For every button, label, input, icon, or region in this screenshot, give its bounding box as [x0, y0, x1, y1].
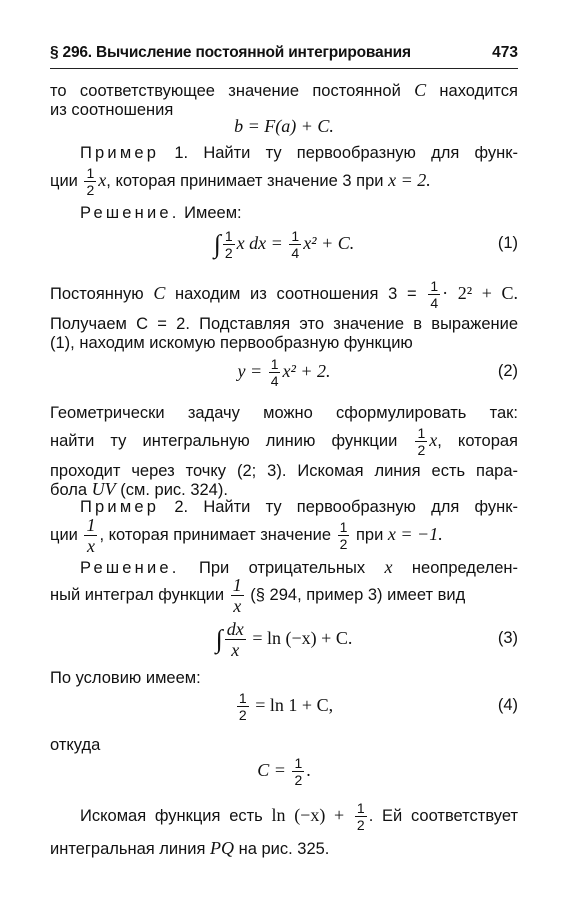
running-header [50, 42, 518, 69]
text-line: ции $\frac{1}{x}$ , которая принимает значение $\frac{1}{2}$ при x = −1. [50, 515, 443, 557]
equation-b: b = F(a) + C. [234, 116, 334, 136]
equation-2: y = $\frac{1}{4}$ x² + 2. (2) [50, 351, 518, 391]
page-number: 473 [492, 44, 518, 61]
text-line: откуда [50, 736, 101, 754]
text-line: ный интеграл функции $\frac{1}{x}$ (§ 294, пример 3) имеет вид [50, 575, 466, 616]
equation-number: (3) [497, 629, 518, 647]
example-1-heading: Пример 1. Найти ту первообразную для функ- [80, 144, 518, 162]
fraction: $\frac{1}{2}$ [86, 165, 95, 199]
text-line: Геометрически задачу можно сформулировать так: [50, 404, 518, 422]
equation-number: (1) [497, 234, 518, 252]
text-line: По условию имеем: [50, 669, 201, 687]
text-line: Постоянную C находим из соотношения 3 = $\frac{1}{4}$ · 2² + C. [50, 278, 518, 312]
text-line: найти ту интегральную линию функции $\frac{1}{2}$ x, которая [50, 425, 518, 459]
equation-4: $\frac{1}{2}$ = ln 1 + C, (4) [50, 685, 518, 725]
example-2-heading: Пример 2. Найти ту первообразную для функ- [80, 498, 518, 516]
text-line: интегральная линия PQ на рис. 325. [50, 838, 330, 858]
text-line: проходит через точку (2; 3). Искомая линия есть пара- [50, 462, 518, 480]
text-line: Искомая функция есть ln (−x) + $\frac{1}{2}$ . Ей соответствует [80, 800, 518, 834]
text-line: из соотношения [50, 101, 174, 119]
solution-1-heading: Решение. Имеем: [80, 204, 242, 222]
equation-1: ∫ $\frac{1}{2}$ x dx = $\frac{1}{4}$ x² + C. (1) [50, 223, 518, 263]
equation-number: (4) [497, 696, 518, 714]
equation-number: (2) [497, 362, 518, 380]
text-line: Получаем C = 2. Подставляя это значение в выражение [50, 315, 518, 333]
text-line: (1), находим искомую первообразную функцию [50, 334, 413, 352]
text-line: то соответствующее значение постоянной C находится [50, 80, 518, 100]
section-title: § 296. Вычисление постоянной интегрирования [50, 44, 411, 61]
solution-2-heading: Решение. При отрицательных x неопределен- [80, 557, 518, 577]
text-line: бола UV (см. рис. 324). [50, 479, 228, 499]
equation-5: C = $\frac{1}{2}$ . [257, 755, 311, 789]
text-line: ции $\frac{1}{2}$ x, которая принимает значение 3 при x = 2. [50, 165, 431, 199]
equation-3: ∫ $\frac{dx}{x}$ = ln (−x) + C. (3) [215, 619, 518, 661]
